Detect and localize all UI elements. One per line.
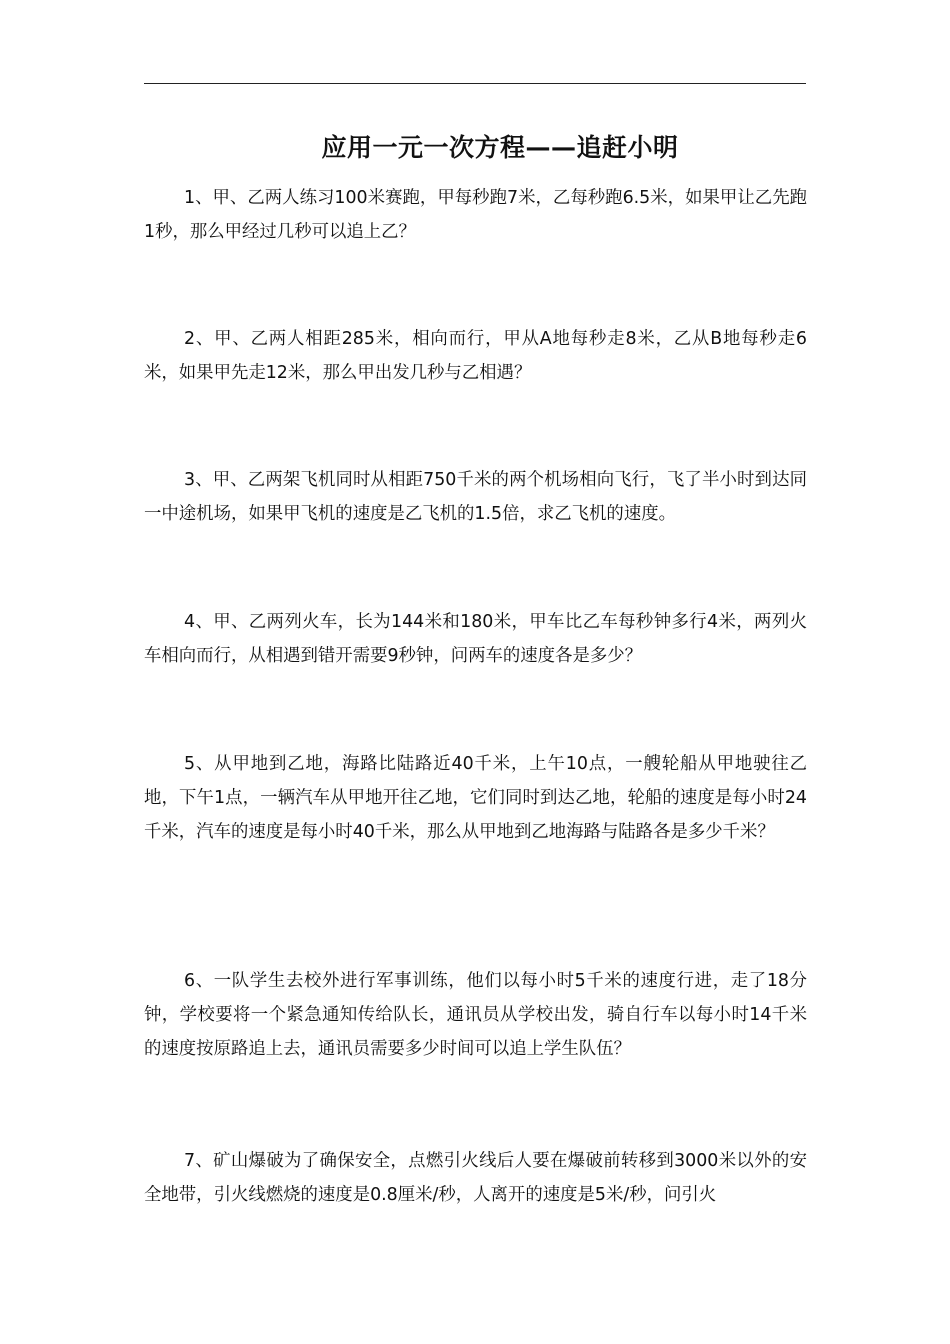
problem-1: 1、甲、乙两人练习100米赛跑，甲每秒跑7米，乙每秒跑6.5米，如果甲让乙先跑1秒，那么甲经过几秒可以追上乙？ — [144, 188, 807, 242]
problem-7: 7、矿山爆破为了确保安全，点燃引火线后人要在爆破前转移到3000米以外的安全地带，引火线燃烧的速度是0.8厘米/秒，人离开的速度是5米/秒，问引火 — [144, 1151, 807, 1205]
problem-2: 2、甲、乙两人相距285米，相向而行，甲从A地每秒走8米，乙从B地每秒走6米，如果甲先走12米，那么甲出发几秒与乙相遇？ — [144, 329, 807, 383]
problem-5: 5、从甲地到乙地，海路比陆路近40千米，上午10点，一艘轮船从甲地驶往乙地，下午1点，一辆汽车从甲地开往乙地，它们同时到达乙地，轮船的速度是每小时24千米，汽车的速度是每小时40千米，那么从甲地到乙地海路与陆路各是多少千米？ — [144, 754, 807, 842]
problem-3: 3、甲、乙两架飞机同时从相距750千米的两个机场相向飞行，飞了半小时到达同一中途机场，如果甲飞机的速度是乙飞机的1.5倍，求乙飞机的速度。 — [144, 470, 807, 524]
page-title: 应用一元一次方程——追赶小明 — [321, 133, 679, 162]
problem-4: 4、甲、乙两列火车，长为144米和180米，甲车比乙车每秒钟多行4米，两列火车相向而行，从相遇到错开需要9秒钟，问两车的速度各是多少？ — [144, 612, 807, 666]
header-rule — [144, 83, 806, 84]
problem-6: 6、一队学生去校外进行军事训练，他们以每小时5千米的速度行进，走了18分钟，学校要将一个紧急通知传给队长，通讯员从学校出发，骑自行车以每小时14千米的速度按原路追上去，通讯员需要多少时间可以追上学生队伍？ — [144, 971, 807, 1059]
